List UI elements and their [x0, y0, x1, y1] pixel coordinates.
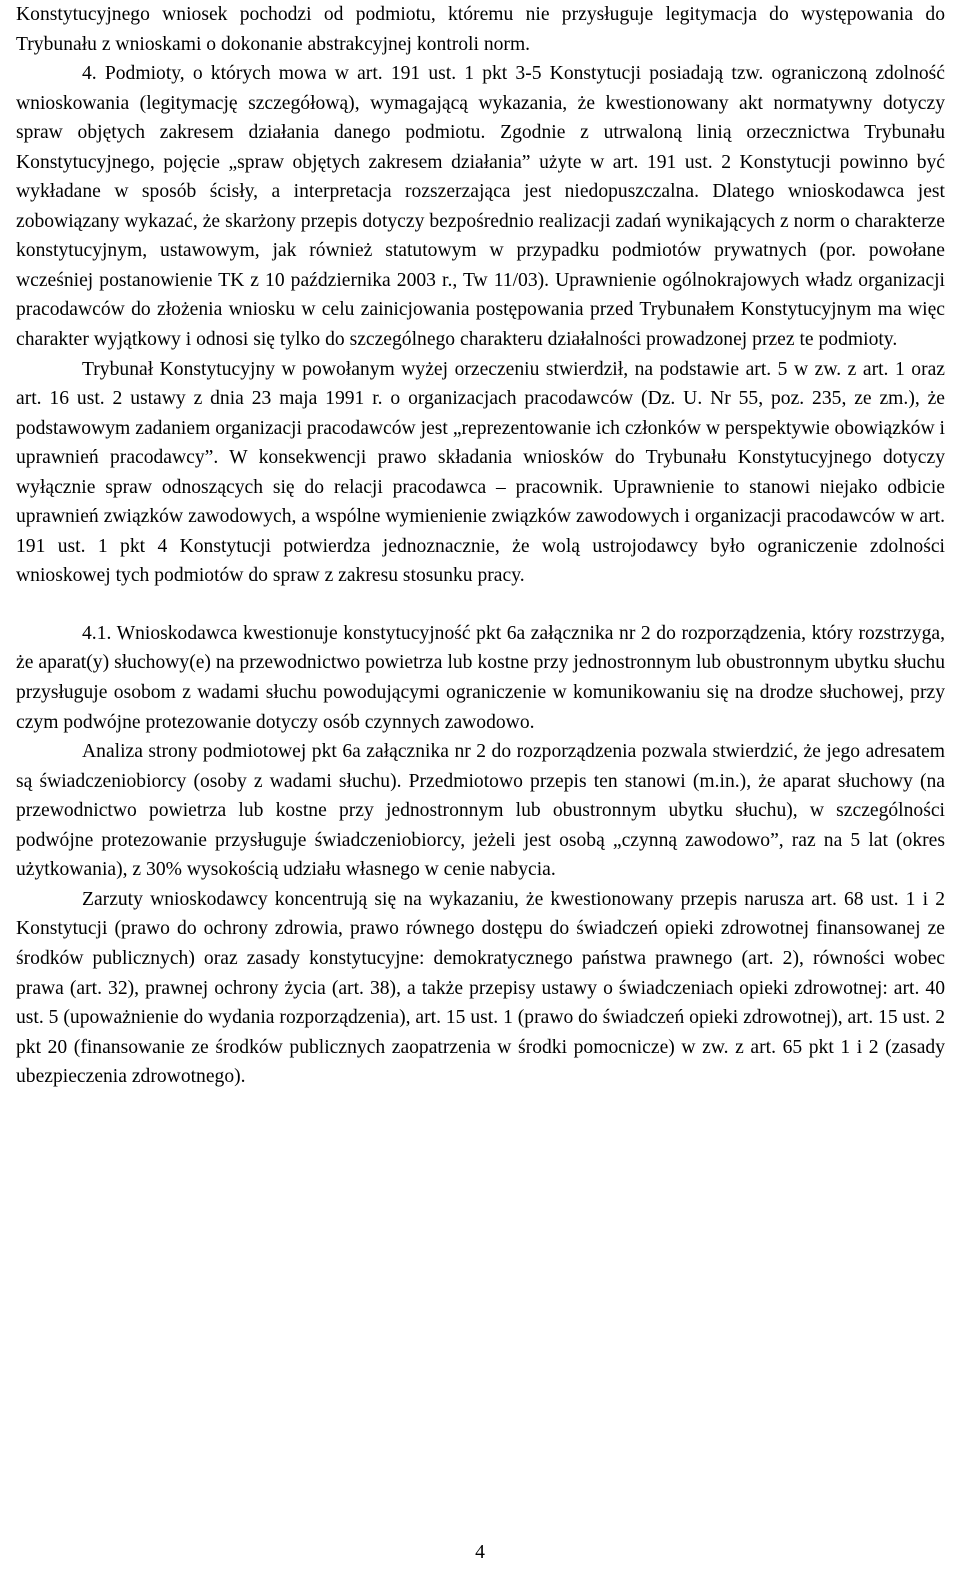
paragraph-tribunal-ruling: Trybunał Konstytucyjny w powołanym wyżej orzeczeniu stwierdził, na podstawie art. 5 w zw. z art. 1 oraz art. 16 ust. 2 ustawy z dnia 23 maja 1991 r. o organizacjach pracodawców (Dz. U. Nr 55, poz. 235, ze zm.), że podstawowym zadaniem organizacji pracodawców jest „reprezentowanie ich członków w perspektywie obowiązków i uprawnień pracodawcy”. W konsekwencji prawo składania wniosków do Trybunału Konstytucyjnego dotyczy wyłącznie spraw odnoszących się do relacji pracodawca – pracownik. Uprawnienie to stanowi niejako odbicie uprawnień związków zawodowych, a wspólne wymienienie związków zawodowych i organizacji pracodawców w art. 191 ust. 1 pkt 4 Konstytucji potwierdza jednoznacznie, że wolą ustrojodawcy było ograniczenie zdolności wnioskowej tych podmiotów do spraw z zakresu stosunku pracy. — [16, 358, 945, 587]
paragraph-section-4-1: 4.1. Wnioskodawca kwestionuje konstytucyjność pkt 6a załącznika nr 2 do rozporządzenia, który rozstrzyga, że aparat(y) słuchowy(e) na przewodnictwo powietrza lub kostne przy jednostronnym lub obustronnym ubytku słuchu przysługuje osobom z wadami słuchu powodującymi ograniczenie w komunikowaniu się na drodze słuchowej, przy czym podwójne protezowanie dotyczy osób czynnych zawodowo. — [16, 622, 945, 733]
paragraph-spacer — [16, 591, 945, 619]
paragraph-continuation: Konstytucyjnego wniosek pochodzi od podmiotu, któremu nie przysługuje legitymacja do występowania do Trybunału z wnioskami o dokonanie abstrakcyjnej kontroli norm. — [16, 4, 945, 55]
page-number: 4 — [475, 1542, 485, 1563]
paragraph-section-4: 4. Podmioty, o których mowa w art. 191 ust. 1 pkt 3-5 Konstytucji posiadają tzw. ograniczoną zdolność wnioskowania (legitymację szczegółową), wymagającą wykazania, że kwestionowany akt normatywny dotyczy spraw objętych zakresem działania danego podmiotu. Zgodnie z utrwaloną linią orzecznictwa Trybunału Konstytucyjnego, pojęcie „spraw objętych zakresem działania” użyte w art. 191 ust. 2 Konstytucji powinno być wykładane w sposób ścisły, a interpretacja rozszerzająca jest niedopuszczalna. Dlatego wnioskodawca jest zobowiązany wykazać, że skarżony przepis dotyczy bezpośrednio realizacji zadań wynikających z norm o charakterze konstytucyjnym, ustawowym, jak również statutowym w przypadku podmiotów prywatnych (por. powołane wcześniej postanowienie TK z 10 października 2003 r., Tw 11/03). Uprawnienie ogólnokrajowych władz organizacji pracodawców do złożenia wniosku w celu zainicjowania postępowania przed Trybunałem Konstytucyjnym ma więc charakter wyjątkowy i odnosi się tylko do szczególnego charakteru działalności prowadzonej przez te podmioty. — [16, 63, 945, 351]
paragraph-subject-analysis: Analiza strony podmiotowej pkt 6a załącznika nr 2 do rozporządzenia pozwala stwierdzić, że jego adresatem są świadczeniobiorcy (osoby z wadami słuchu). Przedmiotowo przepis ten stanowi (m.in.), że aparat słuchowy (na przewodnictwo powietrza lub kostne przy jednostronnym lub obustronnym ubytku słuchu), w szczególności podwójne protezowanie przysługuje świadczeniobiorcy, jeżeli jest osobą „czynną zawodowo”, raz na 5 lat (okres użytkowania), z 30% wysokością udziału własnego w cenie nabycia. — [16, 741, 945, 881]
document-page — [16, 0, 945, 1092]
paragraph-allegations: Zarzuty wnioskodawcy koncentrują się na wykazaniu, że kwestionowany przepis narusza art. 68 ust. 1 i 2 Konstytucji (prawo do ochrony zdrowia, prawo równego dostępu do świadczeń opieki zdrowotnej finansowanej ze środków publicznych) oraz zasady konstytucyjne: demokratycznego państwa prawnego (art. 2), równości wobec prawa (art. 32), prawnej ochrony życia (art. 38), a także przepisy ustawy o świadczeniach opieki zdrowotnej: art. 40 ust. 5 (upoważnienie do wydania rozporządzenia), art. 15 ust. 1 (prawo do świadczeń opieki zdrowotnej), art. 15 ust. 2 pkt 20 (finansowanie ze środków publicznych zaopatrzenia w środki pomocnicze) w zw. z art. 65 pkt 1 i 2 (zasady ubezpieczenia zdrowotnego). — [16, 888, 945, 1088]
